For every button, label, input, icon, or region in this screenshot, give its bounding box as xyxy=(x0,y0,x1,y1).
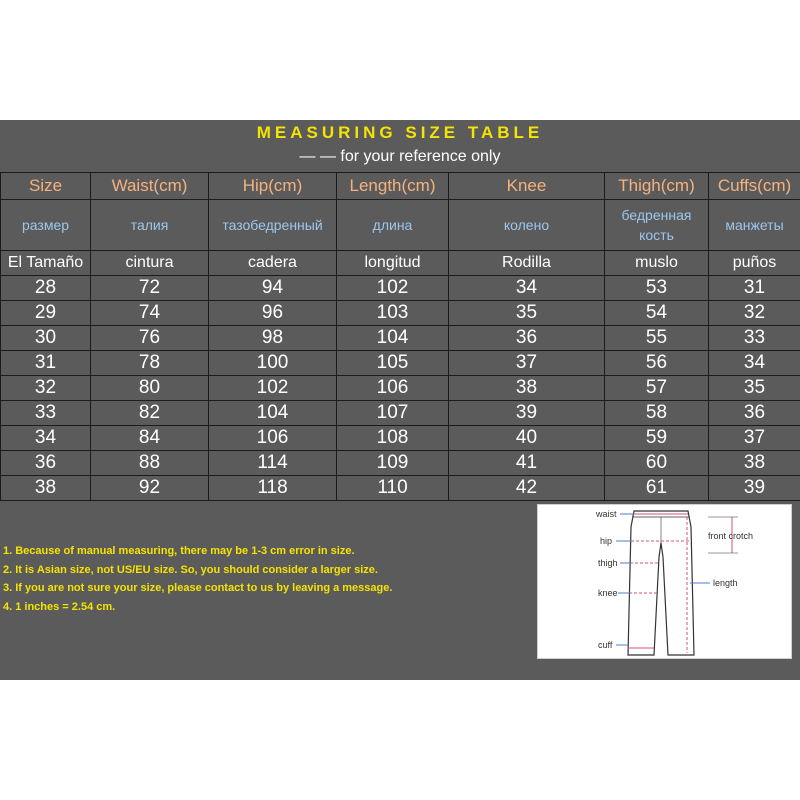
size-cell: 38 xyxy=(709,451,800,476)
column-header: Thigh(cm) xyxy=(605,173,709,200)
size-cell: 105 xyxy=(337,351,449,376)
size-cell: 39 xyxy=(709,476,800,501)
thigh-label: thigh xyxy=(598,558,618,568)
size-cell: 102 xyxy=(337,276,449,301)
size-cell: 36 xyxy=(709,401,800,426)
note-line: 1. Because of manual measuring, there may be 1-3 cm error in size. xyxy=(3,545,355,557)
pants-measurement-diagram xyxy=(537,504,792,659)
column-header-es: cintura xyxy=(91,251,209,276)
column-header: Size xyxy=(1,173,91,200)
column-header-ru: манжеты xyxy=(709,200,800,251)
size-cell: 53 xyxy=(605,276,709,301)
size-cell: 88 xyxy=(91,451,209,476)
size-cell: 55 xyxy=(605,326,709,351)
size-cell: 114 xyxy=(209,451,337,476)
waist-label: waist xyxy=(596,509,617,519)
size-cell: 98 xyxy=(209,326,337,351)
size-cell: 34 xyxy=(709,351,800,376)
size-cell: 102 xyxy=(209,376,337,401)
size-cell: 61 xyxy=(605,476,709,501)
size-cell: 38 xyxy=(449,376,605,401)
size-cell: 118 xyxy=(209,476,337,501)
knee-label: knee xyxy=(598,588,618,598)
column-header-es: longitud xyxy=(337,251,449,276)
column-header: Knee xyxy=(449,173,605,200)
length-label: length xyxy=(713,578,738,588)
size-cell: 54 xyxy=(605,301,709,326)
size-row xyxy=(1,426,800,451)
note-line: 3. If you are not sure your size, please contact to us by leaving a message. xyxy=(3,582,393,594)
size-cell: 32 xyxy=(709,301,800,326)
size-cell: 94 xyxy=(209,276,337,301)
size-row xyxy=(1,451,800,476)
column-header: Cuffs(cm) xyxy=(709,173,800,200)
cuff-label: cuff xyxy=(598,640,613,650)
size-cell: 36 xyxy=(449,326,605,351)
column-header-ru: тазобедренный xyxy=(209,200,337,251)
size-cell: 59 xyxy=(605,426,709,451)
hip-label: hip xyxy=(600,536,613,546)
column-header-ru: размер xyxy=(1,200,91,251)
size-cell: 31 xyxy=(1,351,91,376)
size-cell: 34 xyxy=(1,426,91,451)
size-cell: 78 xyxy=(91,351,209,376)
size-row xyxy=(1,276,800,301)
note-line: 2. It is Asian size, not US/EU size. So, you should consider a larger size. xyxy=(3,563,378,576)
size-cell: 72 xyxy=(91,276,209,301)
size-cell: 39 xyxy=(449,401,605,426)
size-cell: 74 xyxy=(91,301,209,326)
size-cell: 103 xyxy=(337,301,449,326)
size-cell: 106 xyxy=(209,426,337,451)
column-header-ru: длина xyxy=(337,200,449,251)
size-cell: 92 xyxy=(91,476,209,501)
column-header: Length(cm) xyxy=(337,173,449,200)
chart-title: MEASURING SIZE TABLE xyxy=(256,123,544,142)
size-cell: 56 xyxy=(605,351,709,376)
header-row-spanish xyxy=(1,251,800,276)
size-cell: 30 xyxy=(1,326,91,351)
size-cell: 41 xyxy=(449,451,605,476)
column-header-es: El Tamaño xyxy=(1,251,91,276)
size-cell: 106 xyxy=(337,376,449,401)
size-cell: 80 xyxy=(91,376,209,401)
size-cell: 108 xyxy=(337,426,449,451)
size-cell: 107 xyxy=(337,401,449,426)
pants-diagram-svg xyxy=(538,505,791,658)
size-cell: 96 xyxy=(209,301,337,326)
size-row xyxy=(1,476,800,501)
size-cell: 76 xyxy=(91,326,209,351)
front-crotch-label: front crotch xyxy=(708,531,754,541)
header-row-russian xyxy=(1,200,800,251)
column-header-es: puños xyxy=(709,251,800,276)
size-cell: 40 xyxy=(449,426,605,451)
size-cell: 35 xyxy=(709,376,800,401)
size-cell: 104 xyxy=(209,401,337,426)
size-cell: 28 xyxy=(1,276,91,301)
size-cell: 29 xyxy=(1,301,91,326)
column-header-ru: талия xyxy=(91,200,209,251)
size-notes xyxy=(3,542,533,616)
column-header: Waist(cm) xyxy=(91,173,209,200)
size-cell: 57 xyxy=(605,376,709,401)
size-cell: 33 xyxy=(709,326,800,351)
header-row-english xyxy=(1,173,800,200)
size-cell: 82 xyxy=(91,401,209,426)
size-cell: 36 xyxy=(1,451,91,476)
size-cell: 60 xyxy=(605,451,709,476)
size-row xyxy=(1,351,800,376)
chart-subtitle: — — for your reference only xyxy=(299,148,501,165)
size-row xyxy=(1,301,800,326)
size-cell: 34 xyxy=(449,276,605,301)
column-header-ru: бедренная кость xyxy=(605,200,709,251)
size-row xyxy=(1,401,800,426)
column-header-es: cadera xyxy=(209,251,337,276)
size-row xyxy=(1,376,800,401)
size-cell: 58 xyxy=(605,401,709,426)
size-cell: 100 xyxy=(209,351,337,376)
size-table xyxy=(0,172,800,501)
size-cell: 84 xyxy=(91,426,209,451)
size-cell: 37 xyxy=(709,426,800,451)
size-cell: 32 xyxy=(1,376,91,401)
size-cell: 33 xyxy=(1,401,91,426)
size-cell: 109 xyxy=(337,451,449,476)
size-cell: 104 xyxy=(337,326,449,351)
column-header-es: Rodilla xyxy=(449,251,605,276)
size-row xyxy=(1,326,800,351)
note-line: 4. 1 inches = 2.54 cm. xyxy=(3,600,116,613)
size-cell: 42 xyxy=(449,476,605,501)
size-cell: 110 xyxy=(337,476,449,501)
column-header-ru: колено xyxy=(449,200,605,251)
size-cell: 37 xyxy=(449,351,605,376)
column-header: Hip(cm) xyxy=(209,173,337,200)
column-header-es: muslo xyxy=(605,251,709,276)
size-cell: 31 xyxy=(709,276,800,301)
size-cell: 38 xyxy=(1,476,91,501)
size-cell: 35 xyxy=(449,301,605,326)
